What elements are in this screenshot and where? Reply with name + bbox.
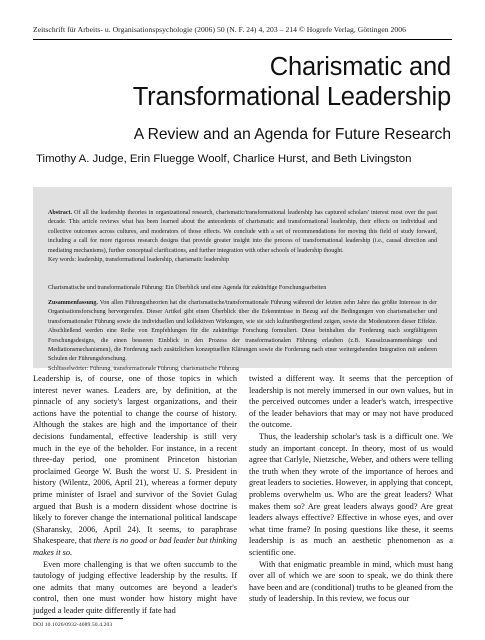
footnote-rule (33, 618, 123, 619)
paragraph (33, 373, 237, 559)
german-abstract (48, 299, 437, 374)
abstract-text: Of all the leadership theories in organizational research, charismatic/transformational leadership has captured scholars' interest most over the past decade. This article reviews what has been learned about the antecedents of charismatic and transformational leadership, their effects on individual and collective outcomes across cultures, and moderators of those effects. We conclude with a set of recommendations for moving this field of study forward, including a call for more rigorous research designs that provide greater insight into the process of transformational leadership (i.e., causal direction and mediating mechanisms), further conceptual clarifications, and further integration with other schools of leadership thought. (48, 210, 437, 254)
body-column-right (249, 373, 453, 605)
author-list: Timothy A. Judge, Erin Fluegge Woolf, Charlice Hurst, and Beth Livingston (36, 153, 412, 165)
title-line-2: Transformational Leadership (132, 83, 451, 111)
abstract-box (33, 187, 452, 372)
german-abstract-label: Zusammenfassung. (48, 300, 98, 306)
german-keywords: Schlüsselwörter: Führung, transformationale Führung, charismatische Führung (48, 365, 239, 372)
german-title: Charismatische und transformationale Führung: Ein Überblick und eine Agenda für zukünftige Forschungsarbeiten (48, 285, 327, 291)
paragraph-text: Leadership is, of course, one of those topics in which interest never wanes. Leaders are, by definition, at the pinnacle of any society's largest organizations, and their actions have the potential to change the course of history. Although the stakes are high and the importance of their decisions fundamental, effective leadership is still very much in the eye of the beholder. For instance, in a recent three-day period, one prominent Princeton historian proclaimed George W. Bush the worst U. S. President in history (Wilentz, 2006, April 21), whereas a former deputy prime minister of Israel and survivor of the Soviet Gulag argued that Bush is a modern dissident whose doctrine is likely to forever change the international political landscape (Sharansky, 2006, April 24). It seems, to paraphrase Shakespeare, that (33, 374, 237, 546)
body-column-left (33, 373, 237, 616)
abstract-keywords: Key words: leadership, transformational leadership, charismatic leadership (48, 257, 230, 264)
paragraph: twisted a different way. It seems that the perception of leadership is not merely immersed in our own values, but in the perceived outcomes under a leader's watch, irrespective of the leader behaviors that may or may not have produced the outcome. (249, 374, 453, 430)
shakespeare-paraphrase: there is no good or bad leader but thinking makes it so. (33, 536, 237, 557)
english-abstract (48, 209, 437, 265)
paragraph: Even more challenging is that we often succumb to the tautology of judging effective leadership by the results. If one admits that many outcomes are beyond a leader's control, then one must wonder how history might have judged a leader quite differently if fate had (33, 559, 237, 615)
paragraph: With that enigmatic preamble in mind, which must hang over all of which we are soon to speak, we do think there have been and are (conditional) truths to be gleaned from the study of leadership. In this review, we focus our (249, 559, 453, 604)
title-line-1: Charismatic and (269, 53, 451, 81)
doi: DOI 10.1026/0932-4089.50.4.203 (33, 622, 113, 628)
article-title (133, 52, 451, 112)
german-abstract-text: Von allen Führungstheorien hat die charismatische/transformationale Führung während der letzten zehn Jahre das größte Interesse in der Organisationsforschung hervorgerufen. Dieser Artikel gibt einen Überblick über die Erkenntnisse in Bezug auf die Bedingungen von charismatischer und transformationaler Führung sowie die individuellen und kollektiven Wirkungen, wie sie sich kulturübergreifend zeigen, sowie die Moderatoren dieser Effekte. Abschließend werden eine Reihe von Empfehlungen für die zukünftige Forschung formuliert. Diese beinhalten die Forderung nach sorgfältigeren Forschungsdesigns, die einen besseren Einblick in den Prozess der transformationalen Führung erlauben (z.B. Kausalzusammenhänge und Mediationsmechanismen), die Forderung nach zusätzlichen konzeptuellen Klärungen sowie die Forderung nach einer weitergehenden Integration mit anderen Schulen der Führungsforschung. (48, 300, 437, 363)
header-rule (33, 39, 452, 40)
abstract-label: Abstract. (48, 210, 73, 216)
paragraph: Thus, the leadership scholar's task is a difficult one. We study an important concept. In theory, most of us would agree that Carlyle, Nietzsche, Weber, and others were telling the truth when they wrote of the importance of heroes and great leaders to societies. However, in applying that concept, problems overwhelm us. Who are the great leaders? What makes them so? Are great leaders always good? Are great leaders always effective? Effective in whose eyes, and over what time frame? In posing questions like these, it seems leadership is as much an aesthetic phenomenon as a scientific one. (249, 431, 453, 557)
article-subtitle: A Review and an Agenda for Future Research (133, 126, 451, 143)
journal-running-header: Zeitschrift für Arbeits- u. Organisationspsychologie (2006) 50 (N. F. 24) 4, 203 – 214 © Hogrefe Verlag, Göttingen 2006 (33, 25, 406, 34)
